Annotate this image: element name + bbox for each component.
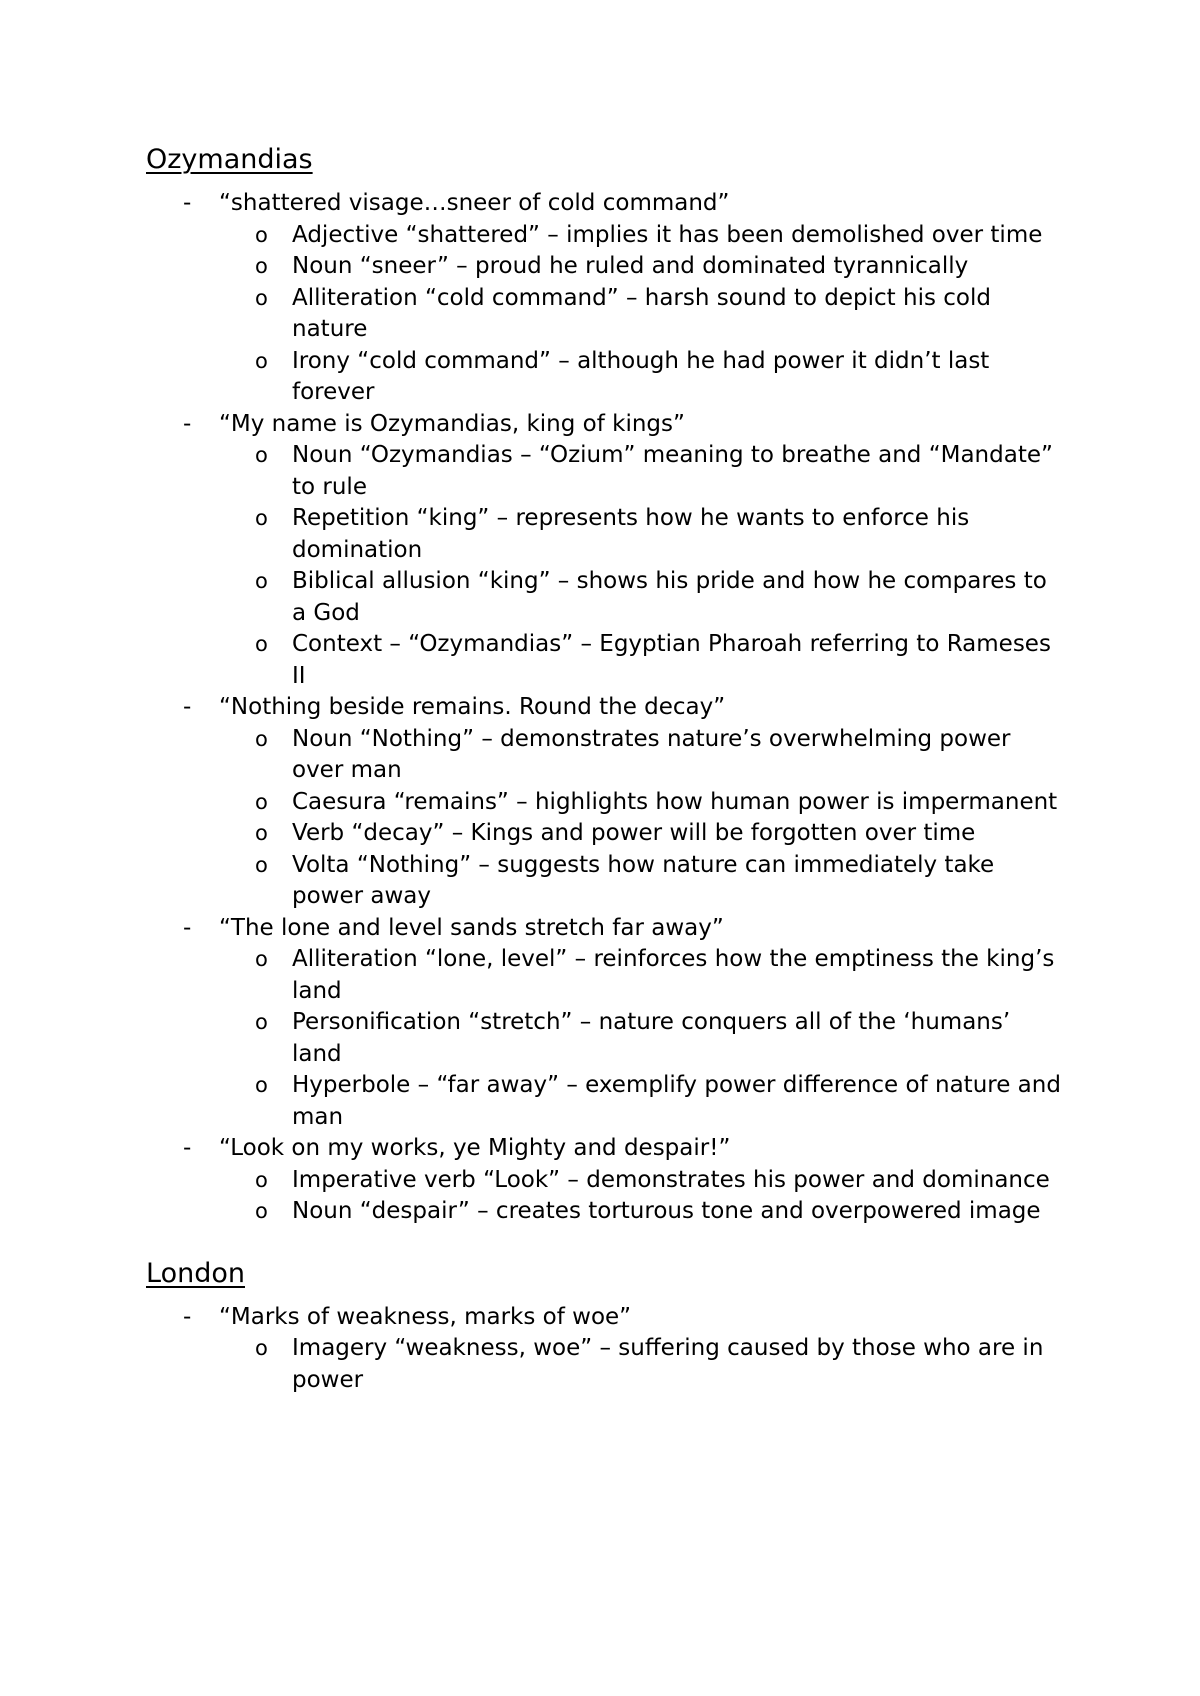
circle-bullet: o [255, 1010, 268, 1034]
analysis-text: Imperative verb “Look” – demonstrates his power and dominance [292, 1166, 1050, 1193]
circle-bullet: o [255, 285, 268, 310]
analysis-text: Hyperbole – “far away” – exemplify power difference of nature and man [292, 1072, 1061, 1130]
circle-bullet: o [255, 348, 268, 373]
circle-bullet: o [255, 632, 268, 656]
circle-bullet: o [255, 222, 268, 247]
analysis-point [255, 944, 1062, 1007]
analysis-point [255, 787, 1062, 819]
analysis-text: Noun “despair” – creates torturous tone and overpowered image [292, 1198, 1041, 1224]
analysis-point [255, 1196, 1062, 1228]
analysis-point [255, 818, 1062, 850]
quote-text: “Marks of weakness, marks of woe” [219, 1303, 632, 1330]
analysis-text: Volta “Nothing” – suggests how nature can immediately take power away [292, 851, 995, 909]
analysis-point [255, 251, 1062, 283]
circle-bullet: o [255, 254, 268, 278]
analysis-text: Irony “cold command” – although he had power it didn’t last forever [292, 347, 990, 405]
analysis-point [255, 629, 1062, 692]
analysis-text: Imagery “weakness, woe” – suffering caused by those who are in power [292, 1335, 1044, 1393]
analysis-point [255, 850, 1062, 913]
circle-bullet: o [255, 789, 268, 814]
analysis-text: Adjective “shattered” – implies it has been demolished over time [292, 221, 1043, 248]
circle-bullet: o [255, 569, 268, 593]
section-heading: Ozymandias [146, 144, 313, 175]
analysis-list [219, 1165, 1070, 1228]
quote-text: “shattered visage…sneer of cold command” [219, 190, 730, 216]
circle-bullet: o [255, 1199, 268, 1223]
quote-list [0, 1302, 1200, 1397]
analysis-list [219, 1333, 1070, 1396]
quote-text: “Nothing beside remains. Round the decay” [219, 694, 726, 720]
analysis-list [219, 440, 1070, 692]
quote-item [0, 692, 1200, 913]
quote-item [0, 188, 1200, 409]
quote-item [0, 913, 1200, 1134]
circle-bullet: o [255, 821, 268, 845]
analysis-point [255, 724, 1062, 787]
analysis-text: Verb “decay” – Kings and power will be forgotten over time [292, 820, 976, 846]
quote-item [0, 1133, 1200, 1228]
circle-bullet: o [255, 1167, 268, 1192]
dash-bullet: - [183, 1135, 192, 1161]
analysis-point [255, 1007, 1062, 1070]
analysis-text: Noun “sneer” – proud he ruled and dominated tyrannically [292, 253, 969, 279]
analysis-point [255, 440, 1062, 503]
analysis-text: Biblical allusion “king” – shows his pride and how he compares to a God [292, 568, 1047, 626]
analysis-point [255, 1165, 1062, 1197]
quote-item [0, 409, 1200, 693]
quote-list [0, 188, 1200, 1228]
analysis-text: Noun “Nothing” – demonstrates nature’s overwhelming power over man [292, 725, 1011, 783]
section-london [0, 1256, 1200, 1397]
analysis-point [255, 220, 1062, 252]
analysis-point [255, 566, 1062, 629]
analysis-list [219, 220, 1070, 409]
quote-text: “Look on my works, ye Mighty and despair!” [219, 1135, 731, 1161]
quote-text: “My name is Ozymandias, king of kings” [219, 410, 685, 437]
dash-bullet: - [183, 410, 192, 437]
analysis-point [255, 283, 1062, 346]
analysis-text: Personification “stretch” – nature conquers all of the ‘humans’ land [292, 1009, 1011, 1067]
quote-item [0, 1302, 1200, 1397]
dash-bullet: - [183, 914, 192, 941]
circle-bullet: o [255, 1073, 268, 1097]
analysis-point [255, 346, 1062, 409]
circle-bullet: o [255, 443, 268, 467]
section-heading: London [146, 1257, 245, 1289]
analysis-point [255, 1333, 1062, 1396]
analysis-list [219, 944, 1070, 1133]
circle-bullet: o [255, 852, 268, 877]
analysis-text: Context – “Ozymandias” – Egyptian Pharoah referring to Rameses II [292, 631, 1051, 689]
analysis-list [219, 724, 1070, 913]
analysis-text: Noun “Ozymandias – “Ozium” meaning to breathe and “Mandate” to rule [292, 442, 1053, 500]
analysis-text: Repetition “king” – represents how he wants to enforce his domination [292, 505, 970, 563]
circle-bullet: o [255, 506, 268, 530]
dash-bullet: - [183, 694, 192, 720]
section-ozymandias [0, 142, 1200, 1228]
analysis-text: Caesura “remains” – highlights how human power is impermanent [292, 788, 1058, 815]
dash-bullet: - [183, 190, 192, 216]
analysis-point [255, 1070, 1062, 1133]
circle-bullet: o [255, 726, 268, 751]
analysis-point [255, 503, 1062, 566]
analysis-text: Alliteration “cold command” – harsh sound to depict his cold nature [292, 284, 991, 342]
quote-text: “The lone and level sands stretch far away” [219, 914, 724, 941]
circle-bullet: o [255, 1336, 268, 1360]
analysis-text: Alliteration “lone, level” – reinforces how the emptiness the king’s land [292, 946, 1055, 1004]
dash-bullet: - [183, 1303, 192, 1330]
circle-bullet: o [255, 947, 268, 971]
